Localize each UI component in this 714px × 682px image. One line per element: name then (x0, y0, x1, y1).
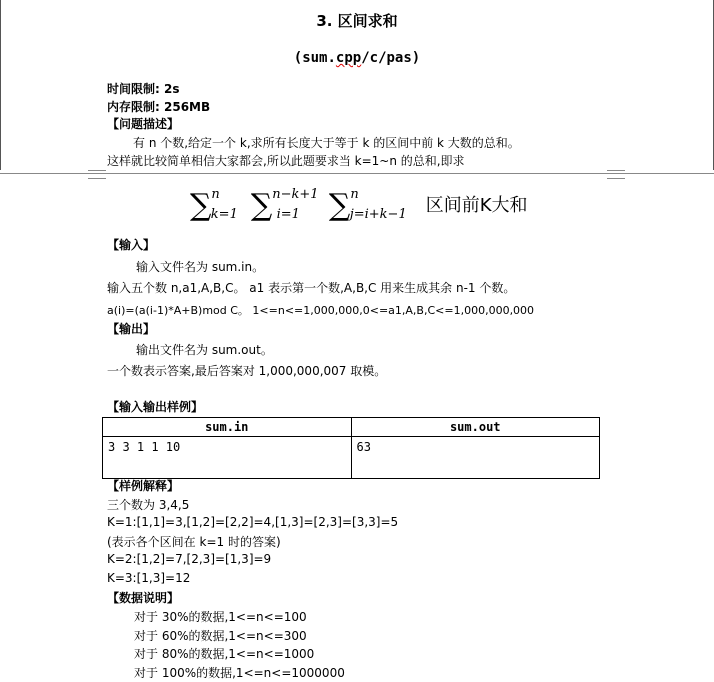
explain-heading: 【样例解释】 (107, 479, 180, 493)
sample-header-in: sum.in (103, 418, 352, 437)
sum-formula: ∑$^n_{k=1}$ ∑$^{n-k+1}_{i=1}$ ∑$^n_{j=i+k-1}$ 区间前K大和 (190, 187, 528, 223)
input-line-3: a(i)=(a(i-1)*A+B)mod C。 1<=n<=1,000,000,0<=a1,A,B,C<=1,000,000,000 (107, 304, 535, 317)
formula-sub-3: j=i+k−1 (349, 207, 407, 222)
data-line: 对于 30%的数据,1<=n<=100 (134, 610, 307, 624)
page-break-left-handle[interactable] (88, 170, 106, 179)
output-line-2: 一个数表示答案,最后答案对 1,000,000,007 取模。 (107, 364, 387, 378)
formula-sup-1: n (211, 187, 220, 202)
formula-sup-3: n (350, 187, 359, 202)
time-limit (107, 80, 180, 97)
explain-line: 三个数为 3,4,5 (107, 498, 190, 512)
data-line: 对于 60%的数据,1<=n<=300 (134, 629, 307, 643)
formula-sup-2: n−k+1 (272, 187, 319, 202)
input-line-2: 输入五个数 n,a1,A,B,C。 a1 表示第一个数,A,B,C 用来生成其余 n-1 个数。 (107, 281, 516, 295)
formula-sub-1: k=1 (210, 207, 238, 222)
sample-table-row (103, 437, 600, 479)
sample-heading: 【输入输出样例】 (107, 400, 204, 414)
formula-sub-2: i=1 (276, 207, 300, 222)
memory-limit-value: 256MB (164, 100, 211, 114)
description-heading: 【问题描述】 (107, 117, 180, 131)
data-line: 对于 100%的数据,1<=n<=1000000 (134, 666, 345, 680)
filename-suffix: /c/pas) (361, 50, 421, 66)
explain-line: K=3:[1,3]=12 (107, 571, 191, 585)
input-line-1: 输入文件名为 sum.in。 (136, 260, 265, 274)
description-line-1: 有 n 个数,给定一个 k,求所有长度大于等于 k 的区间中前 k 大数的总和。 (133, 136, 520, 150)
sample-table (102, 417, 600, 479)
explain-line: K=2:[1,2]=7,[2,3]=[1,3]=9 (107, 552, 272, 566)
explain-line: (表示各个区间在 k=1 时的答案) (107, 535, 281, 549)
filename-cpp: cpp (335, 50, 362, 66)
data-line: 对于 80%的数据,1<=n<=1000 (134, 647, 315, 661)
problem-filename (0, 50, 714, 66)
sample-table-header-row (103, 418, 600, 437)
memory-limit (107, 98, 210, 115)
memory-limit-label: 内存限制: (107, 100, 160, 114)
page-break-right-handle[interactable] (607, 170, 625, 179)
formula-caption: 区间前K大和 (425, 195, 528, 216)
time-limit-label: 时间限制: (107, 82, 160, 96)
problem-title: 3. 区间求和 (316, 12, 398, 30)
filename-prefix: (sum. (293, 50, 336, 66)
output-line-1: 输出文件名为 sum.out。 (136, 343, 273, 357)
sample-header-out: sum.out (351, 418, 600, 437)
sample-cell-out: 63 (351, 437, 600, 479)
data-heading: 【数据说明】 (107, 591, 180, 605)
description-line-2: 这样就比较简单相信大家都会,所以此题要求当 k=1~n 的总和,即求 (107, 154, 465, 168)
output-heading: 【输出】 (107, 322, 156, 336)
time-limit-value: 2s (164, 82, 180, 96)
input-heading: 【输入】 (107, 238, 156, 252)
sample-cell-in: 3 3 1 1 10 (103, 437, 352, 479)
explain-line: K=1:[1,1]=3,[1,2]=[2,2]=4,[1,3]=[2,3]=[3,3]=5 (107, 515, 399, 529)
